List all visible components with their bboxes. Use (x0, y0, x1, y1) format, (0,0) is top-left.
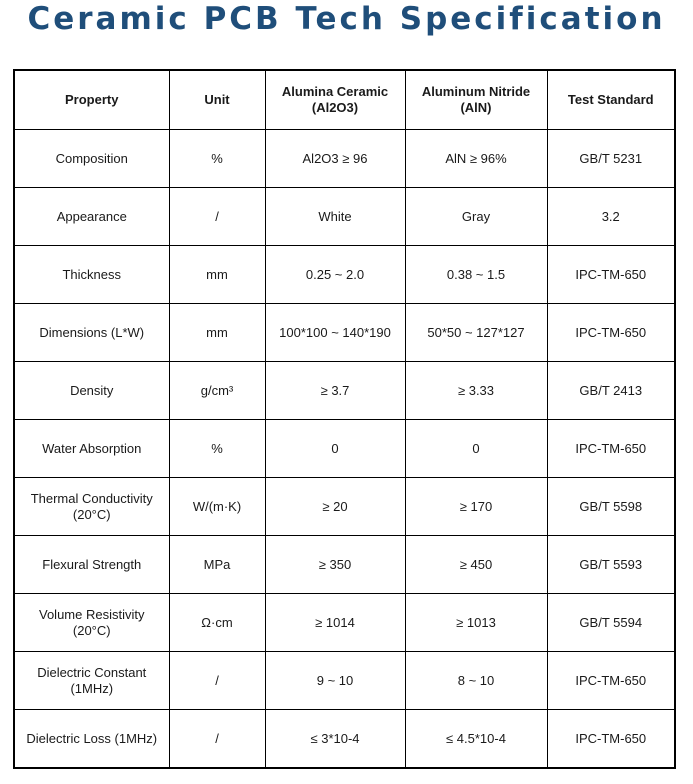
cell-text: 0.25 ~ 2.0 (305, 266, 365, 282)
header-unit (169, 70, 265, 130)
cell-text: / (215, 208, 219, 224)
cell-text: Dielectric Constant (37, 664, 147, 680)
cell-aluminum-nitride (405, 478, 547, 536)
table-row (14, 362, 675, 420)
cell-aluminum-nitride (405, 246, 547, 304)
cell-text: 100*100 ~ 140*190 (279, 324, 391, 340)
cell-property (14, 478, 169, 536)
cell-text: ≤ 4.5*10-4 (446, 730, 506, 746)
cell-text: IPC-TM-650 (575, 266, 647, 282)
cell-unit (169, 478, 265, 536)
cell-alumina-ceramic (265, 478, 405, 536)
cell-property (14, 710, 169, 769)
cell-property (14, 420, 169, 478)
cell-text: 0 (472, 440, 480, 456)
cell-text: GB/T 5231 (579, 150, 643, 166)
table-row (14, 188, 675, 246)
cell-unit (169, 710, 265, 769)
cell-text: ≥ 1013 (456, 614, 496, 630)
cell-text: GB/T 2413 (579, 382, 643, 398)
cell-unit (169, 652, 265, 710)
cell-text: ≥ 170 (459, 498, 493, 514)
cell-text: ≥ 1014 (315, 614, 355, 630)
table-row (14, 594, 675, 652)
cell-text: / (215, 730, 219, 746)
table-row (14, 246, 675, 304)
header-aluminum-nitride (405, 70, 547, 130)
cell-text: MPa (203, 556, 231, 572)
cell-test-standard (547, 246, 675, 304)
page-title: Ceramic PCB Tech Specification (27, 1, 666, 37)
cell-text: Ω·cm (201, 614, 233, 630)
cell-aluminum-nitride (405, 594, 547, 652)
header-text: (AlN) (460, 100, 492, 115)
cell-property (14, 304, 169, 362)
cell-test-standard (547, 130, 675, 188)
cell-text: (20°C) (72, 622, 111, 638)
table-body (14, 130, 675, 769)
cell-alumina-ceramic (265, 246, 405, 304)
cell-text: Appearance (56, 208, 127, 224)
cell-text: Gray (461, 208, 491, 224)
cell-text: AlN ≥ 96% (445, 150, 507, 166)
cell-text: GB/T 5598 (579, 498, 643, 514)
cell-property (14, 188, 169, 246)
cell-unit (169, 362, 265, 420)
cell-alumina-ceramic (265, 362, 405, 420)
cell-text: Composition (55, 150, 128, 166)
cell-property (14, 246, 169, 304)
cell-text: / (215, 672, 219, 688)
table-row (14, 710, 675, 769)
cell-text: W/(m·K) (192, 498, 242, 514)
cell-test-standard (547, 420, 675, 478)
cell-unit (169, 246, 265, 304)
cell-test-standard (547, 304, 675, 362)
header-text: Alumina Ceramic (281, 84, 389, 99)
cell-aluminum-nitride (405, 652, 547, 710)
table-header-row (14, 70, 675, 130)
header-text: Test Standard (567, 92, 654, 107)
cell-text: IPC-TM-650 (575, 730, 647, 746)
cell-test-standard (547, 478, 675, 536)
cell-alumina-ceramic (265, 652, 405, 710)
cell-property (14, 130, 169, 188)
cell-text: 0 (331, 440, 339, 456)
cell-text: Dimensions (L*W) (39, 324, 145, 340)
cell-unit (169, 536, 265, 594)
cell-text: ≥ 20 (322, 498, 348, 514)
cell-text: ≥ 3.33 (457, 382, 495, 398)
cell-test-standard (547, 652, 675, 710)
cell-text: (20°C) (72, 506, 111, 522)
table-row (14, 652, 675, 710)
cell-text: (1MHz) (70, 680, 114, 696)
cell-text: 50*50 ~ 127*127 (427, 324, 525, 340)
cell-text: g/cm³ (200, 382, 234, 398)
header-text: Unit (204, 92, 230, 107)
cell-test-standard (547, 710, 675, 769)
cell-alumina-ceramic (265, 188, 405, 246)
cell-property (14, 362, 169, 420)
cell-unit (169, 188, 265, 246)
cell-text: Dielectric Loss (1MHz) (26, 730, 158, 746)
cell-test-standard (547, 536, 675, 594)
specification-table (13, 69, 676, 769)
cell-text: IPC-TM-650 (575, 440, 647, 456)
cell-text: GB/T 5593 (579, 556, 643, 572)
cell-text: IPC-TM-650 (575, 672, 647, 688)
cell-test-standard (547, 594, 675, 652)
cell-text: mm (206, 266, 228, 282)
cell-text: 9 ~ 10 (316, 672, 354, 688)
cell-test-standard (547, 188, 675, 246)
cell-property (14, 652, 169, 710)
cell-unit (169, 420, 265, 478)
header-text: Aluminum Nitride (421, 84, 531, 99)
cell-aluminum-nitride (405, 710, 547, 769)
header-text: (Al2O3) (311, 100, 359, 115)
cell-alumina-ceramic (265, 130, 405, 188)
cell-text: Flexural Strength (42, 556, 142, 572)
header-property (14, 70, 169, 130)
cell-text: ≥ 3.7 (320, 382, 350, 398)
cell-text: GB/T 5594 (579, 614, 643, 630)
table-row (14, 304, 675, 362)
table-row (14, 130, 675, 188)
cell-test-standard (547, 362, 675, 420)
cell-alumina-ceramic (265, 594, 405, 652)
cell-text: % (211, 440, 223, 456)
cell-alumina-ceramic (265, 420, 405, 478)
cell-text: IPC-TM-650 (575, 324, 647, 340)
header-text: Property (65, 92, 119, 107)
cell-text: ≥ 450 (459, 556, 493, 572)
cell-text: White (318, 208, 352, 224)
cell-aluminum-nitride (405, 188, 547, 246)
cell-text: Al2O3 ≥ 96 (302, 150, 368, 166)
cell-text: ≤ 3*10-4 (310, 730, 360, 746)
cell-aluminum-nitride (405, 304, 547, 362)
table-row (14, 478, 675, 536)
cell-unit (169, 130, 265, 188)
cell-alumina-ceramic (265, 304, 405, 362)
cell-aluminum-nitride (405, 362, 547, 420)
cell-text: 0.38 ~ 1.5 (446, 266, 506, 282)
cell-property (14, 594, 169, 652)
cell-text: Thickness (62, 266, 122, 282)
cell-alumina-ceramic (265, 710, 405, 769)
cell-text: Density (70, 382, 114, 398)
cell-aluminum-nitride (405, 536, 547, 594)
header-alumina-ceramic (265, 70, 405, 130)
cell-text: % (211, 150, 223, 166)
cell-aluminum-nitride (405, 130, 547, 188)
cell-text: 3.2 (601, 208, 620, 224)
table-row (14, 536, 675, 594)
cell-unit (169, 594, 265, 652)
cell-aluminum-nitride (405, 420, 547, 478)
cell-text: ≥ 350 (318, 556, 352, 572)
cell-alumina-ceramic (265, 536, 405, 594)
table-row (14, 420, 675, 478)
cell-text: 8 ~ 10 (457, 672, 495, 688)
cell-text: Water Absorption (42, 440, 142, 456)
cell-text: Volume Resistivity (39, 606, 145, 622)
cell-unit (169, 304, 265, 362)
header-test-standard (547, 70, 675, 130)
cell-property (14, 536, 169, 594)
cell-text: mm (206, 324, 228, 340)
cell-text: Thermal Conductivity (30, 490, 153, 506)
